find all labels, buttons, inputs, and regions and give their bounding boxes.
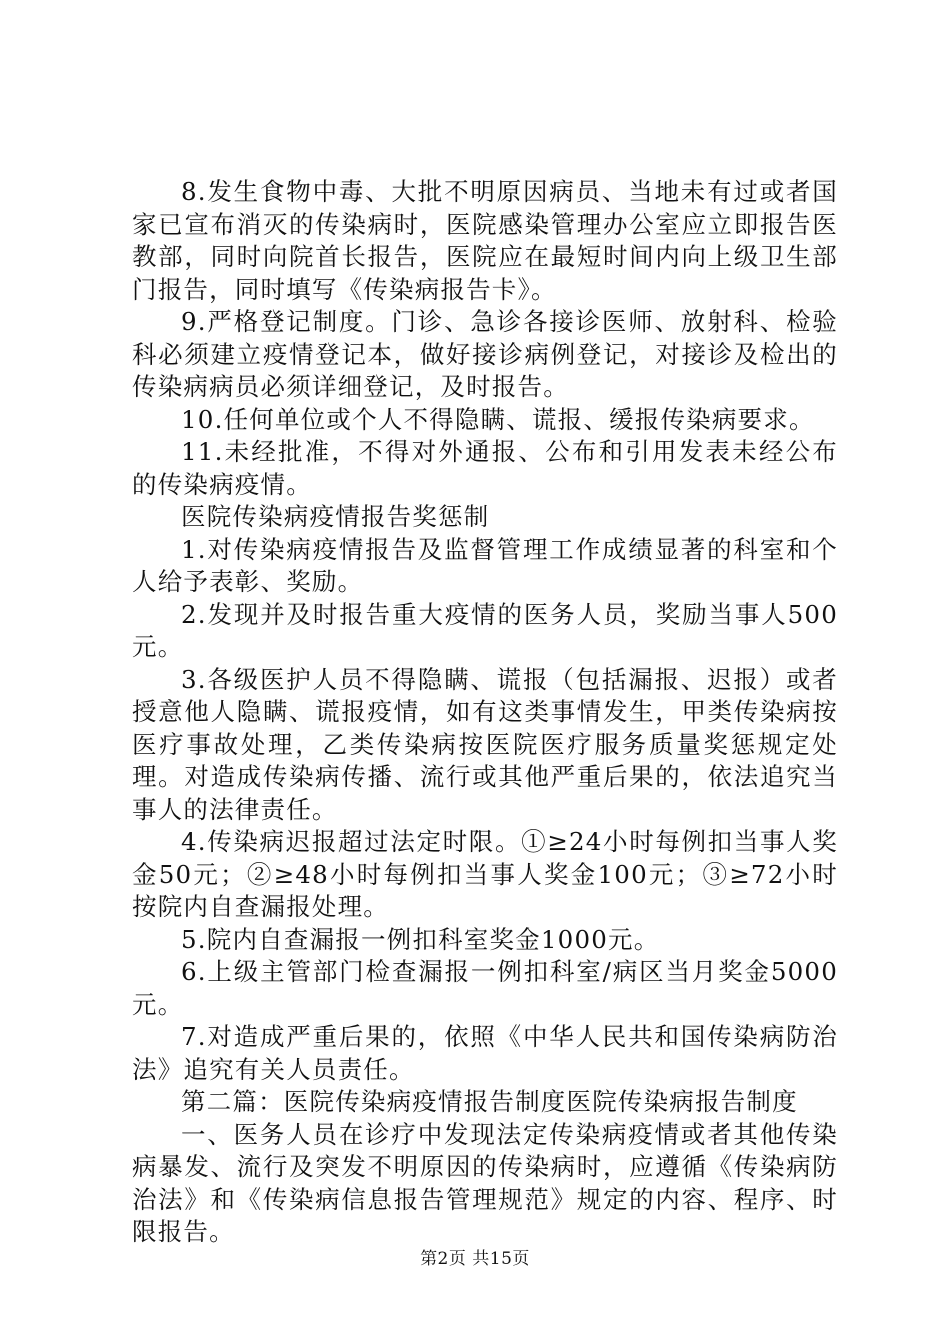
page-number-footer: 第2页 共15页 <box>420 1249 530 1269</box>
paragraph-item-10: 10.任何单位或个人不得隐瞒、谎报、缓报传染病要求。 <box>181 404 815 434</box>
paragraph-rule-7: 7.对造成严重后果的，依照《中华人民共和国传染病防治法》追究有关人员责任。 <box>132 1022 838 1084</box>
paragraph-item-11: 11.未经批准，不得对外通报、公布和引用发表未经公布的传染病疫情。 <box>132 437 838 499</box>
paragraph-item-8: 8.发生食物中毒、大批不明原因病员、当地未有过或者国家已宣布消灭的传染病时，医院感染管理办公室应立即报告医教部，同时向院首长报告，医院应在最短时间内向上级卫生部门报告，同时填写《传染病报告卡》。 <box>132 177 838 304</box>
paragraph-rule-3: 3.各级医护人员不得隐瞒、谎报（包括漏报、迟报）或者授意他人隐瞒、谎报疫情，如有这类事情发生，甲类传染病按医疗事故处理，乙类传染病按医院医疗服务质量奖惩规定处理。对造成传染病传播、流行或其他严重后果的，依法追究当事人的法律责任。 <box>132 664 838 824</box>
document-body <box>132 176 838 1249</box>
paragraph-rule-6: 6.上级主管部门检查漏报一例扣科室/病区当月奖金5000元。 <box>132 957 838 1019</box>
paragraph-part-two-1: 一、医务人员在诊疗中发现法定传染病疫情或者其他传染病暴发、流行及突发不明原因的传染病时，应遵循《传染病防治法》和《传染病信息报告管理规范》规定的内容、程序、时限报告。 <box>132 1119 838 1246</box>
paragraph-rule-2: 2.发现并及时报告重大疫情的医务人员，奖励当事人500元。 <box>132 599 838 661</box>
section-heading-reward-penalty: 医院传染病疫情报告奖惩制 <box>181 502 490 531</box>
paragraph-rule-5: 5.院内自查漏报一例扣科室奖金1000元。 <box>181 924 660 954</box>
paragraph-rule-4: 4.传染病迟报超过法定时限。①≥24小时每例扣当事人奖金50元；②≥48小时每例扣当事人奖金100元；③≥72小时按院内自查漏报处理。 <box>132 827 838 921</box>
paragraph-item-9: 9.严格登记制度。门诊、急诊各接诊医师、放射科、检验科必须建立疫情登记本，做好接诊病例登记，对接诊及检出的传染病病员必须详细登记，及时报告。 <box>132 307 838 401</box>
section-heading-part-two: 第二篇：医院传染病疫情报告制度医院传染病报告制度 <box>181 1087 798 1116</box>
paragraph-rule-1: 1.对传染病疫情报告及监督管理工作成绩显著的科室和个人给予表彰、奖励。 <box>132 534 838 596</box>
